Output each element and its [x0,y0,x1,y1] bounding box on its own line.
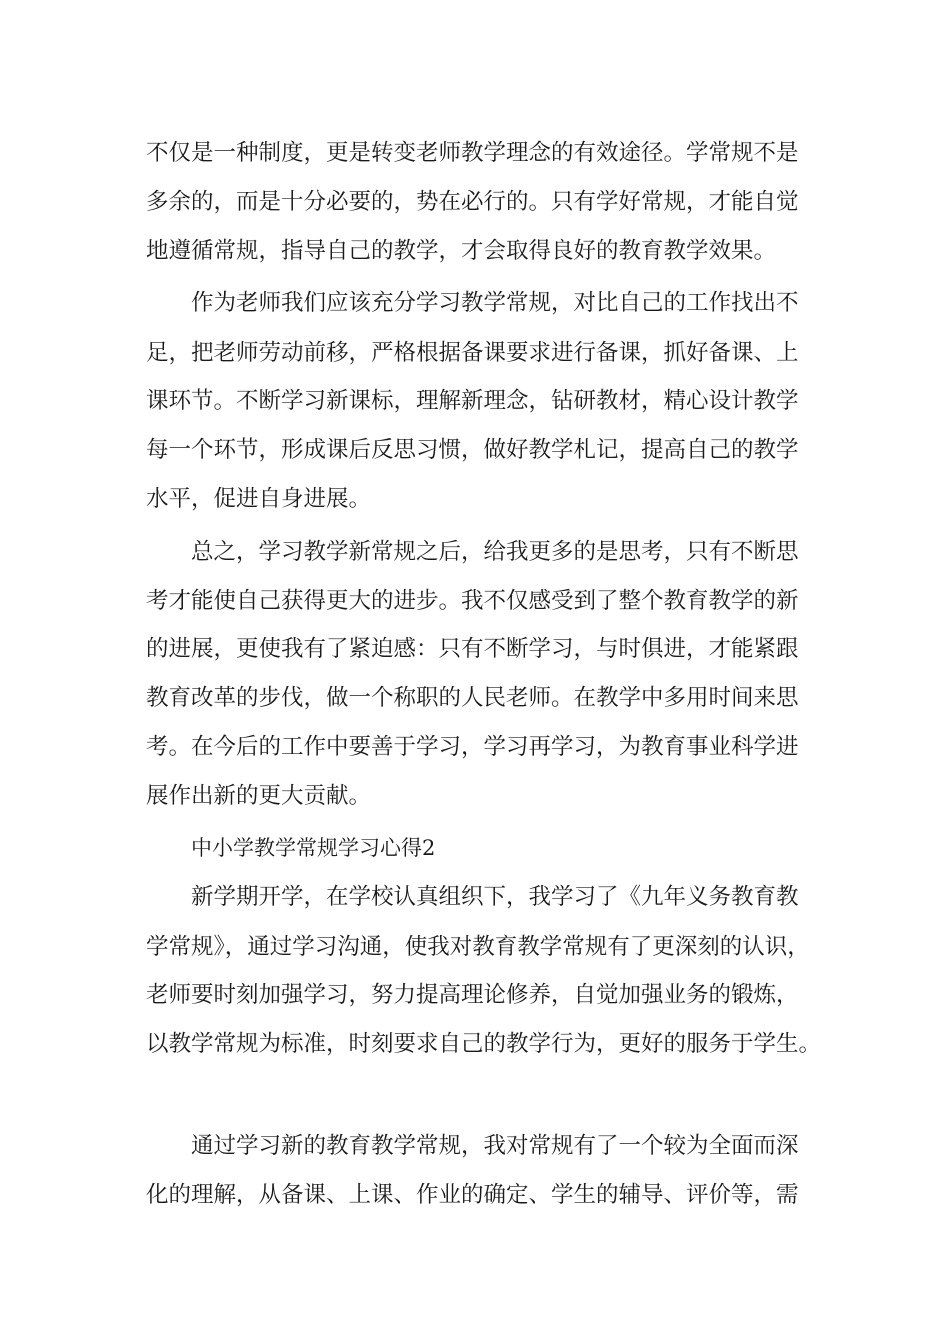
section-heading: 中小学教学常规学习心得2 [191,836,436,860]
text-line: 化的理解，从备课、上课、作业的确定、学生的辅导、评价等，需 [146,1182,799,1208]
text-line: 教育改革的步伐，做一个称职的人民老师。在教学中多用时间来思 [146,685,799,711]
text-line: 水平，促进自身进展。 [146,486,372,512]
text-line: 总之，学习教学新常规之后，给我更多的是思考，只有不断思 [191,539,799,565]
text-line: 新学期开学，在学校认真组织下，我学习了《九年义务教育教 [191,884,799,910]
text-line: 的进展，更使我有了紧迫感：只有不断学习，与时俱进，才能紧跟 [146,636,799,662]
text-line: 以教学常规为标准，时刻要求自己的教学行为，更好的服务于学生。 [146,1031,822,1057]
text-line: 考才能使自己获得更大的进步。我不仅感受到了整个教育教学的新 [146,588,799,614]
text-line: 老师要时刻加强学习，努力提高理论修养，自觉加强业务的锻炼， [146,982,799,1008]
text-line: 课环节。不断学习新课标，理解新理念，钻研教材，精心设计教学 [146,388,799,414]
text-line: 地遵循常规，指导自己的教学，才会取得良好的教育教学效果。 [146,238,777,264]
text-line: 通过学习新的教育教学常规，我对常规有了一个较为全面而深 [191,1133,799,1159]
text-line: 不仅是一种制度，更是转变老师教学理念的有效途径。学常规不是 [146,140,799,166]
text-line: 展作出新的更大贡献。 [146,783,372,809]
text-line: 考。在今后的工作中要善于学习，学习再学习，为教育事业科学进 [146,734,799,760]
text-line: 每一个环节，形成课后反思习惯，做好教学札记，提高自己的教学 [146,437,799,463]
text-line: 作为老师我们应该充分学习教学常规，对比自己的工作找出不 [191,290,799,316]
text-line: 多余的，而是十分必要的，势在必行的。只有学好常规，才能自觉 [146,189,799,215]
text-line: 学常规》，通过学习沟通，使我对教育教学常规有了更深刻的认识， [146,934,810,960]
text-line: 足，把老师劳动前移，严格根据备课要求进行备课，抓好备课、上 [146,340,799,366]
